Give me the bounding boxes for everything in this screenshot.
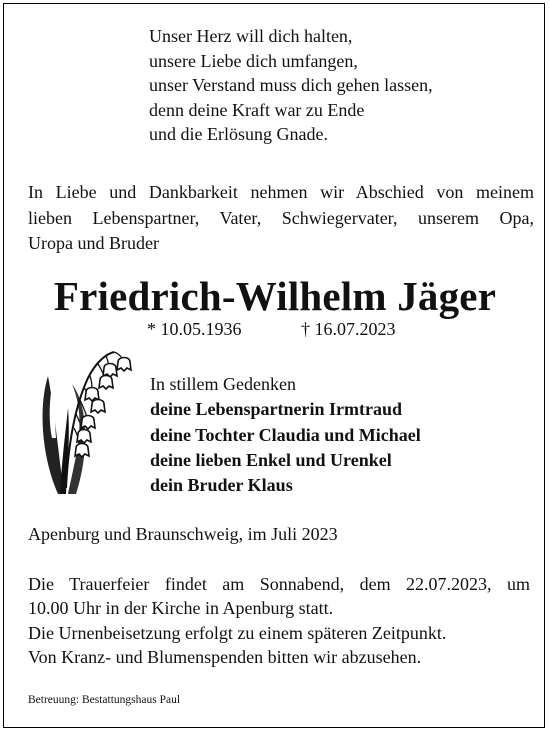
deceased-name: Friedrich-Wilhelm Jäger bbox=[53, 273, 497, 319]
poem-line: Unser Herz will dich halten, bbox=[149, 26, 353, 46]
intro-line: lieben Lebenspartner, Vater, Schwiegervater, unserem Opa, bbox=[28, 207, 534, 228]
intro-line: Uropa und Bruder bbox=[28, 233, 159, 253]
mourner-line: deine Lebenspartnerin Irmtraud bbox=[150, 399, 402, 420]
birth-date: * 10.05.1936 bbox=[147, 319, 242, 339]
place-date: Apenburg und Braunschweig, im Juli 2023 bbox=[28, 524, 338, 544]
funeral-line: Von Kranz- und Blumenspenden bitten wir abzusehen. bbox=[28, 647, 422, 668]
mourner-line: deine Tochter Claudia und Michael bbox=[150, 424, 421, 445]
lily-of-the-valley-icon bbox=[28, 338, 134, 496]
poem-line: unser Verstand muss dich gehen lassen, bbox=[149, 75, 433, 95]
poem-line: denn deine Kraft war zu Ende bbox=[149, 99, 365, 120]
funeral-home-credit: Betreuung: Bestattungshaus Paul bbox=[28, 694, 181, 706]
mourner-line: dein Bruder Klaus bbox=[150, 475, 293, 496]
intro-text bbox=[28, 180, 534, 257]
obituary-notice bbox=[3, 3, 545, 728]
mourner-line: deine lieben Enkel und Urenkel bbox=[150, 449, 392, 470]
poem-line: unsere Liebe dich umfangen, bbox=[149, 50, 358, 71]
funeral-line: Die Trauerfeier findet am Sonnabend, dem 22.07.2023, um bbox=[28, 574, 530, 594]
mourners bbox=[150, 372, 421, 498]
death-date: † 16.07.2023 bbox=[301, 319, 396, 339]
funeral-line: 10.00 Uhr in der Kirche in Apenburg statt. bbox=[28, 598, 334, 619]
poem bbox=[149, 24, 433, 147]
intro-line: In Liebe und Dankbarkeit nehmen wir Abschied von meinem bbox=[28, 182, 534, 202]
poem-line: und die Erlösung Gnade. bbox=[149, 124, 328, 144]
funeral-info bbox=[28, 572, 530, 670]
funeral-line: Die Urnenbeisetzung erfolgt zu einem späteren Zeitpunkt. bbox=[28, 622, 447, 643]
mourners-heading: In stillem Gedenken bbox=[150, 374, 296, 394]
